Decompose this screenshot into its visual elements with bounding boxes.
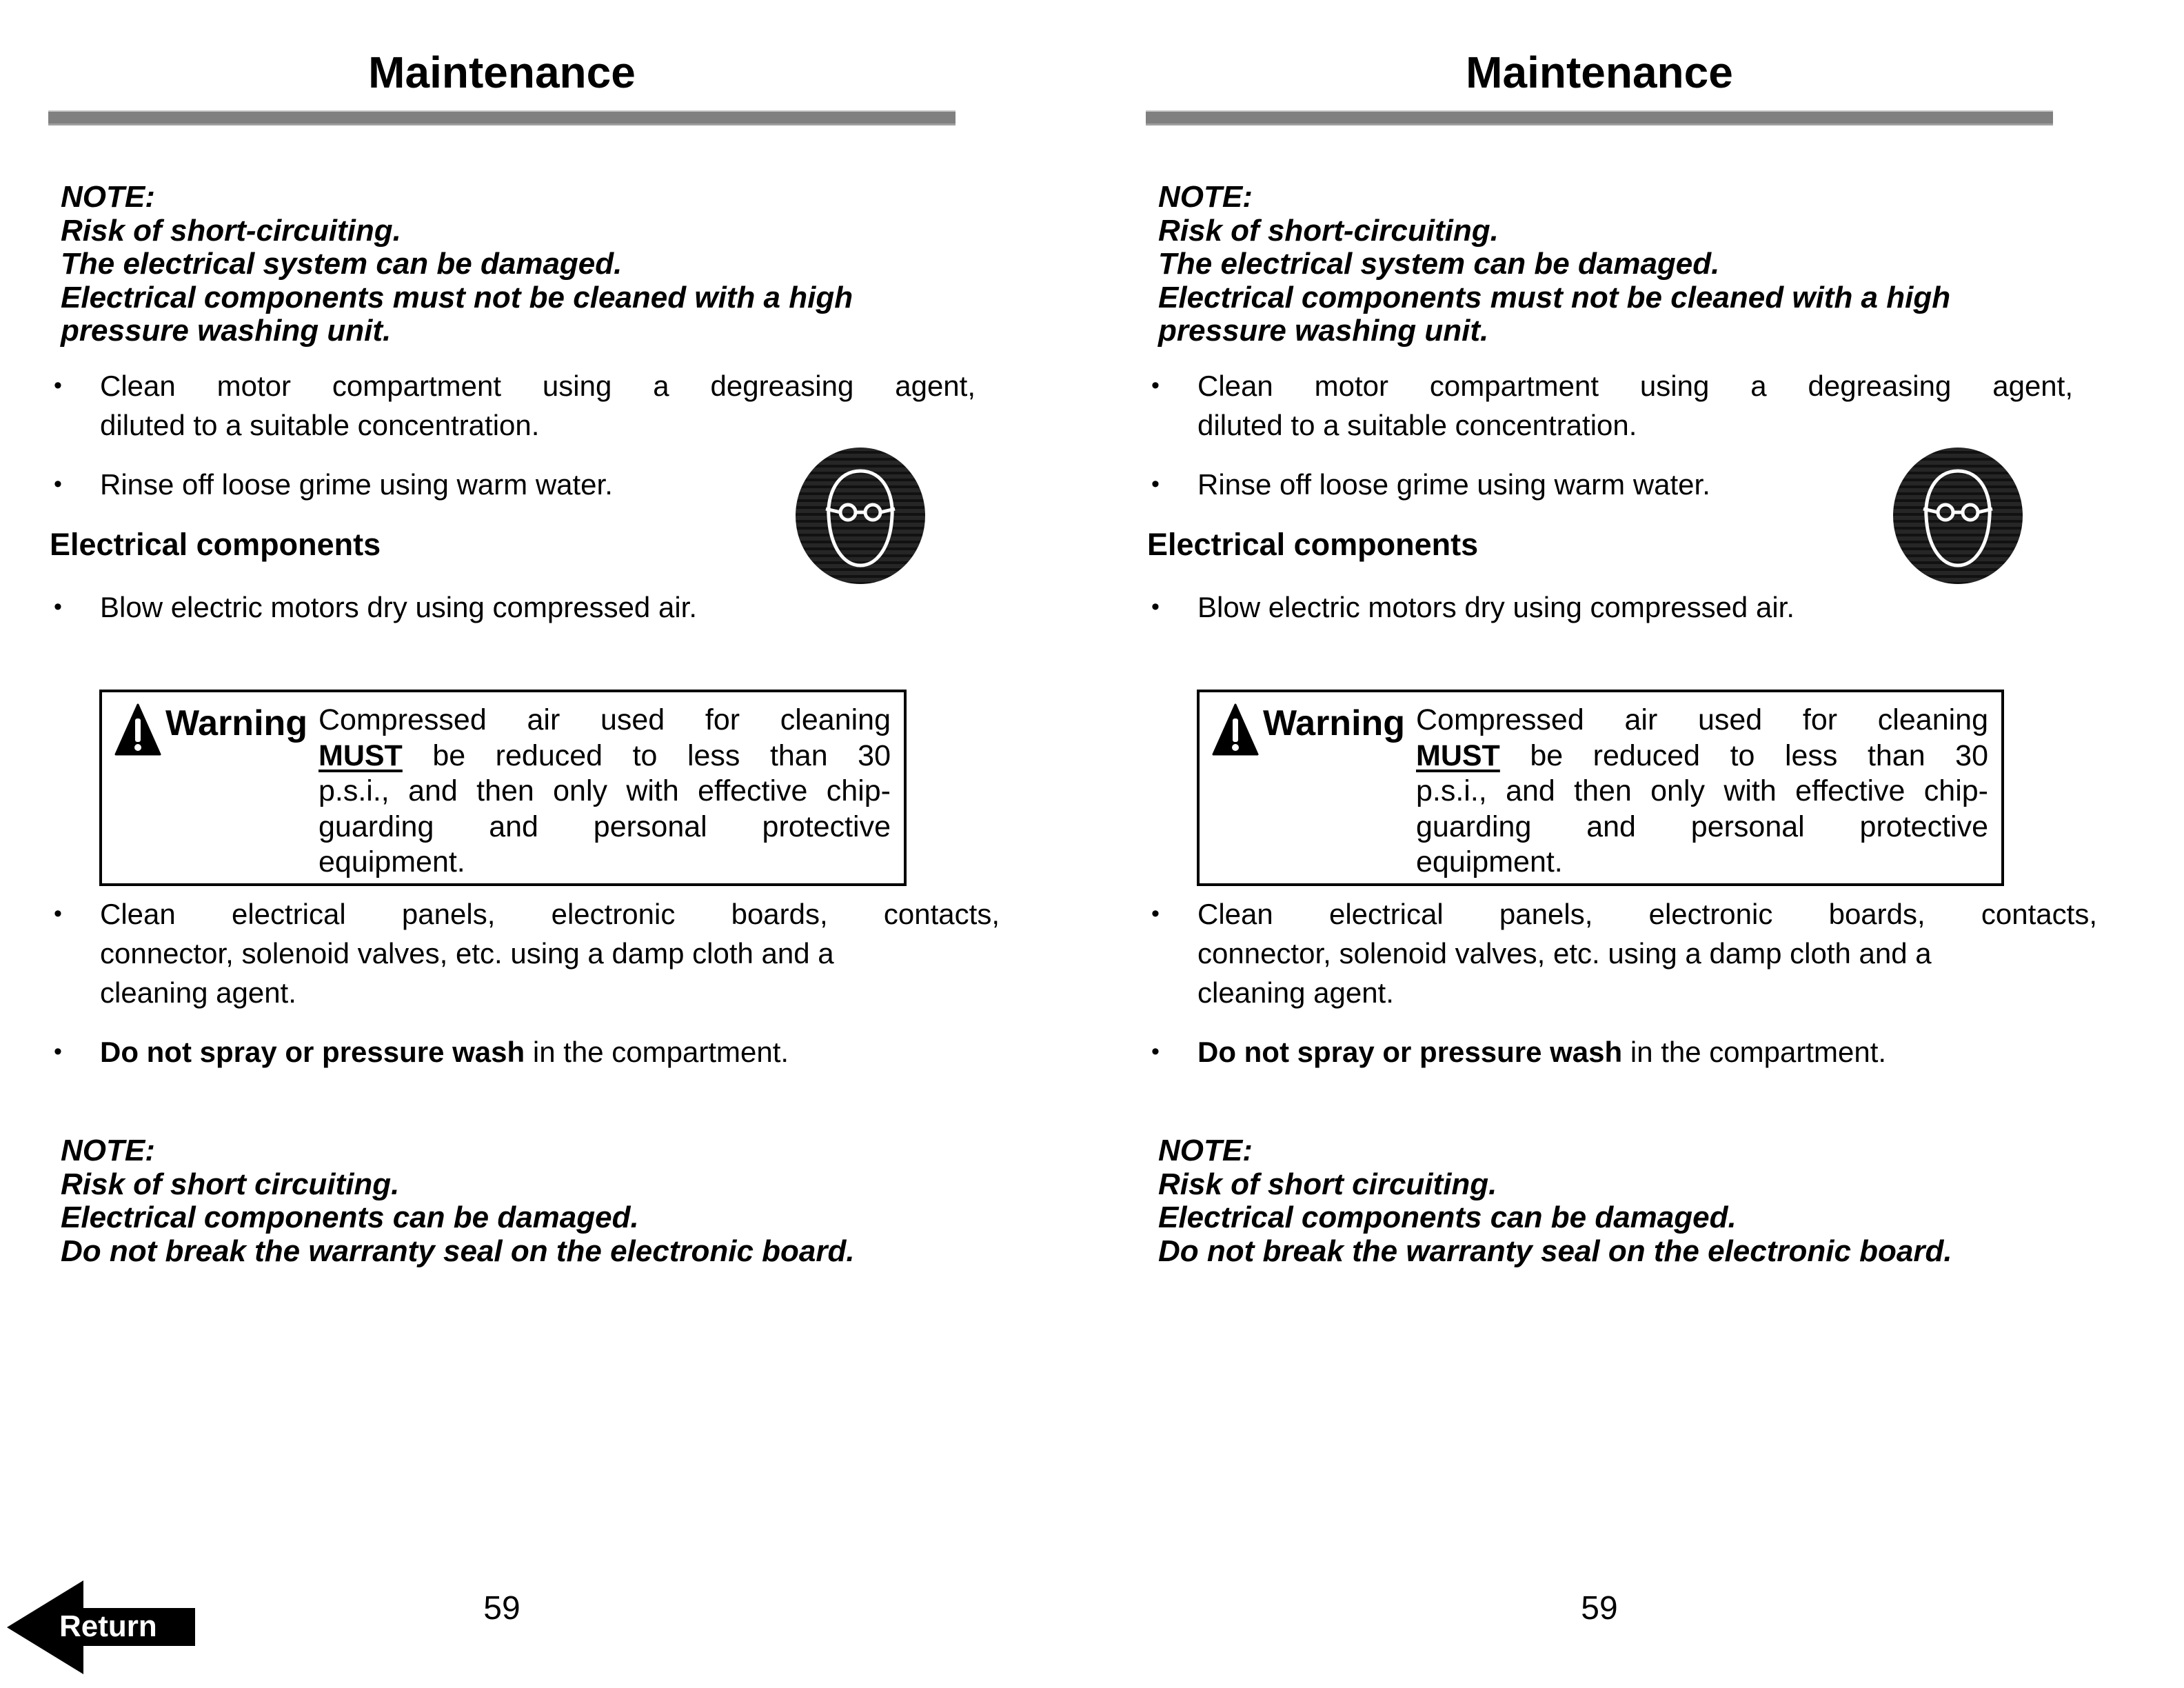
warning-line [1416, 738, 1988, 774]
note-line: Electrical components must not be cleaned with a high [1158, 280, 1951, 314]
section-heading-electrical-components: Electrical components [1147, 527, 1479, 562]
warning-box [99, 690, 907, 886]
safety-goggles-icon [794, 447, 927, 585]
bullet-icon: • [54, 471, 62, 497]
bullet-text [100, 1032, 951, 1072]
bullet-icon: • [54, 901, 62, 927]
bullet-icon: • [1151, 1038, 1160, 1065]
bullet-bold-text: Do not spray or pressure wash [100, 1036, 525, 1068]
bullet-text: Clean electrical panels, electronic boards, contacts, [100, 898, 1000, 930]
title-divider [48, 110, 956, 125]
left-page [48, 0, 1000, 1688]
bullet-icon: • [54, 372, 62, 399]
note-line: Electrical components can be damaged. [1158, 1200, 1737, 1234]
note-label: NOTE: [1158, 1134, 1253, 1167]
bullet-text: diluted to a suitable concentration. [100, 409, 540, 441]
page-number: 59 [1581, 1590, 1618, 1627]
warning-triangle-icon [114, 703, 161, 756]
warning-label: Warning [1263, 703, 1406, 743]
safety-goggles-icon [1892, 447, 2024, 585]
right-page [1146, 0, 2097, 1688]
bullet-text: Blow electric motors dry using compressed air. [100, 591, 697, 623]
warning-line: guarding and personal protective [1416, 810, 1988, 843]
must-emphasis: MUST [318, 738, 403, 772]
bullet-text: connector, solenoid valves, etc. using a damp cloth and a [100, 937, 834, 969]
note-line: Do not break the warranty seal on the electronic board. [61, 1234, 855, 1268]
bullet-icon: • [1151, 901, 1160, 927]
warning-line: guarding and personal protective [318, 810, 891, 843]
warning-line: p.s.i., and then only with effective chip- [318, 774, 891, 807]
warning-line [318, 738, 891, 774]
bullet-text: Blow electric motors dry using compressed air. [1197, 591, 1794, 623]
bullet-bold-text: Do not spray or pressure wash [1197, 1036, 1623, 1068]
bullet-icon: • [1151, 471, 1160, 497]
warning-line: equipment. [318, 845, 465, 878]
note-line: Risk of short-circuiting. [1158, 213, 1499, 248]
note-line: Electrical components can be damaged. [61, 1200, 639, 1234]
bullet-text: Clean motor compartment using a degreasing agent, [100, 370, 975, 402]
note-line: Electrical components must not be cleaned with a high [61, 280, 853, 314]
must-emphasis: MUST [1416, 738, 1500, 772]
return-button[interactable] [6, 1579, 195, 1676]
bullet-text: Clean motor compartment using a degreasing agent, [1197, 370, 2073, 402]
page-number: 59 [483, 1590, 520, 1627]
note-line: Risk of short circuiting. [1158, 1167, 1497, 1201]
bullet-rest-text: in the compartment. [525, 1036, 789, 1068]
section-heading-electrical-components: Electrical components [50, 527, 381, 562]
warning-text [1416, 703, 1988, 881]
note-label: NOTE: [61, 180, 155, 214]
bullet-icon: • [54, 594, 62, 620]
warning-triangle-icon [1212, 703, 1259, 756]
bullet-icon: • [1151, 594, 1160, 620]
bullet-text: cleaning agent. [1197, 976, 1394, 1009]
warning-label: Warning [165, 703, 308, 743]
warning-line-rest: be reduced to less than 30 [1499, 738, 1988, 772]
note-short-circuit-top [1158, 181, 2054, 348]
note-warranty-seal-bottom [61, 1134, 957, 1268]
note-line: pressure washing unit. [1158, 314, 1489, 348]
page-title: Maintenance [368, 48, 636, 97]
warning-line: Compressed air used for cleaning [318, 703, 891, 736]
note-line: Risk of short circuiting. [61, 1167, 400, 1201]
warning-line: equipment. [1416, 845, 1563, 878]
bullet-text: Clean electrical panels, electronic boards, contacts, [1197, 898, 2097, 930]
note-line: pressure washing unit. [61, 314, 392, 348]
note-short-circuit-top [61, 181, 957, 348]
bullet-text [1197, 1032, 2049, 1072]
warning-box [1197, 690, 2004, 886]
note-label: NOTE: [61, 1134, 155, 1167]
bullet-text: connector, solenoid valves, etc. using a damp cloth and a [1197, 937, 1932, 969]
bullet-text: Rinse off loose grime using warm water. [100, 468, 613, 501]
title-divider [1146, 110, 2053, 125]
bullet-rest-text: in the compartment. [1622, 1036, 1887, 1068]
warning-text [318, 703, 891, 881]
note-line: The electrical system can be damaged. [61, 247, 623, 281]
bullet-text: Rinse off loose grime using warm water. [1197, 468, 1710, 501]
warning-line: Compressed air used for cleaning [1416, 703, 1988, 736]
note-line: Risk of short-circuiting. [61, 213, 401, 248]
bullet-text: cleaning agent. [100, 976, 296, 1009]
note-label: NOTE: [1158, 180, 1253, 214]
bullet-text: diluted to a suitable concentration. [1197, 409, 1637, 441]
note-line: The electrical system can be damaged. [1158, 247, 1720, 281]
return-label: Return [59, 1609, 157, 1643]
page-title: Maintenance [1466, 48, 1733, 97]
warning-line: p.s.i., and then only with effective chip- [1416, 774, 1988, 807]
note-line: Do not break the warranty seal on the electronic board. [1158, 1234, 1952, 1268]
warning-line-rest: be reduced to less than 30 [402, 738, 891, 772]
note-warranty-seal-bottom [1158, 1134, 2054, 1268]
bullet-icon: • [1151, 372, 1160, 399]
bullet-icon: • [54, 1038, 62, 1065]
